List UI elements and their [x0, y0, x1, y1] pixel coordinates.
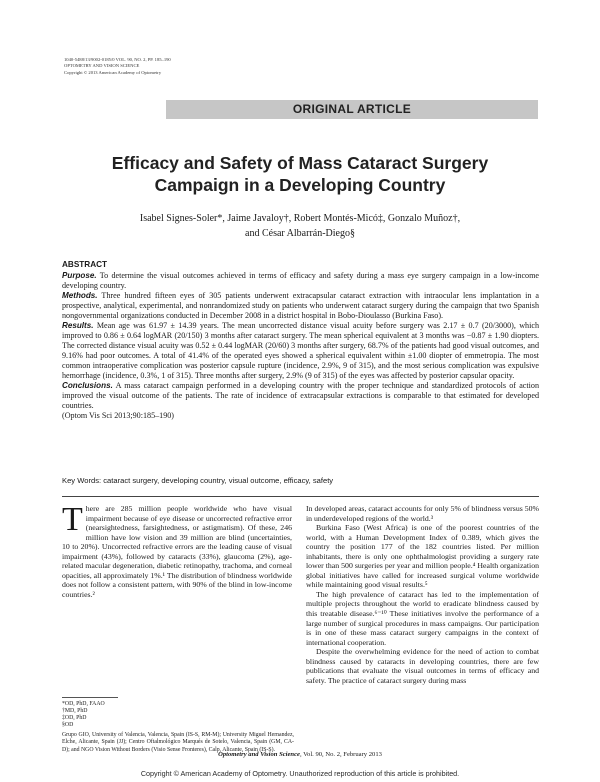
body-paragraph-3: The high prevalence of cataract has led to the implementation of multiple projects throughout the world to eradicate blindness caused by this treatable disease.⁶⁻¹⁰ These initiatives involve the performance of a large number of surgical procedures in mass campaigns. Our participation is in one of these mass cataract surgery campaigns in the context of international cooperation. [306, 589, 539, 647]
footnote-1: *OD, PhD, FAAO [62, 701, 105, 707]
conclusions-label: Conclusions. [62, 381, 113, 390]
footnote-2: †MD, PhD [62, 708, 88, 715]
purpose-label: Purpose. [62, 271, 97, 280]
methods-text: Three hundred fifteen eyes of 305 patients underwent extracapsular cataract extraction with intraocular lens implantation in a prospective, analytical, experimental, and nonrandomized study on patients who underwent cataract surgery during the campaign that two Spanish nongovernmental organizations conducted in December 2008 in a district hospital in Bobo-Dioulasso (Burkina Faso). [62, 291, 539, 320]
footnote-4: §OD [62, 722, 74, 729]
body-column-left [62, 501, 292, 599]
keywords: Key Words: cataract surgery, developing country, visual outcome, efficacy, safety [62, 476, 334, 485]
abstract-methods [62, 291, 539, 321]
affiliations: Grupo GIO, University of Valencia, Valencia, Spain (IS-S, RM-M); University Miguel Hernandez, Elche, Alicante, Spain (JJ); Centro Oftalmológico Marqués de Sotelo, Valencia, Spain (GM, CA-D); and NGO Vision Without Borders (Visio Sense Fronteres), Calp, Alicante, Spain (IS-S). [62, 732, 294, 753]
footnote-divider [62, 697, 118, 698]
section-label: ORIGINAL ARTICLE [292, 102, 412, 116]
journal-title: Optometry and Vision Science [218, 751, 300, 758]
authors-line-2: and César Albarrán-Diego§ [245, 228, 355, 239]
body-paragraph-1: In developed areas, cataract accounts for only 5% of blindness versus 50% in underdeveloped regions of the world.³ [306, 504, 539, 523]
header-journal-line: OPTOMETRY AND VISION SCIENCE [64, 63, 140, 69]
results-label: Results. [62, 321, 94, 330]
intro-paragraph-1 [62, 501, 292, 599]
body-column-right [306, 504, 539, 685]
journal-header [64, 57, 171, 76]
header-issn-line: 1040-5488/13/9002-0185/0 VOL. 90, NO. 2, PP. 185–190 [64, 57, 171, 62]
journal-info: , Vol. 90, No. 2, February 2013 [299, 751, 382, 758]
abstract [62, 260, 539, 421]
intro-paragraph-1-text: here are 285 million people worldwide who have visual impairment because of eye disease or uncorrected refractive error (nearsightedness, farsightedness, or astigmatism). Of these, 246 million have low vision and 39 million are blind (uncertainties, 10 to 20%). Uncorrected refractive errors are the leading cause of visual impairment (43%), followed by cataracts (33%), glaucoma (2%), age-related macular degeneration, diabetic retinopathy, trachoma, and corneal opacities, all approximately 1%.¹ The distribution of blindness worldwide does not follow a consistent pattern, with 90% of the blind in low-income countries.² [62, 504, 292, 599]
purpose-text: To determine the visual outcomes achieved in terms of efficacy and safety during a mass eye surgery campaign in a low-income developing country. [62, 271, 539, 290]
body-paragraph-4: Despite the overwhelming evidence for the need of action to combat blindness caused by cataracts in developing countries, there are few publications that evaluate the visual outcomes in terms of efficacy and safety. The practice of cataract surgery during mass [306, 647, 539, 685]
abstract-purpose [62, 271, 539, 291]
abstract-conclusions [62, 381, 539, 411]
authors-line-1: Isabel Signes-Soler*, Jaime Javaloy†, Robert Montés-Micó‡, Gonzalo Muñoz†, [139, 213, 461, 224]
abstract-heading: ABSTRACT [62, 260, 108, 269]
methods-label: Methods. [62, 291, 98, 300]
header-copyright-line: Copyright © 2013 American Academy of Optometry [64, 69, 162, 75]
section-divider [62, 496, 539, 497]
copyright-notice: Copyright © American Academy of Optometry. Unauthorized reproduction of this article is prohibited. [140, 769, 460, 778]
results-text: Mean age was 61.97 ± 14.39 years. The mean uncorrected distance visual acuity before surgery was 2.17 ± 0.7 (20/3000), which improved to 0.86 ± 0.64 logMAR (20/150) 3 months after cataract surgery. The mean spherical equivalent at 3 months was −0.87 ± 1.90 diopters. The corrected distance visual acuity was 0.52 ± 0.44 logMAR (20/60) 3 months after surgery, 68.7% of the patients had good visual outcomes, and 9.16% had poor outcomes. A total of 41.4% of the operated eyes showed a spherical equivalent within ±1.00 diopter of emmetropia. The most common intraoperative complication was posterior capsule rupture (incidence, 2.9%, 9 of 315), and the most serious complication was expulsive hemorrhage (incidence, 0.3%, 1 of 315). Three months after surgery, 2.9% (9 of 315) of the eyes was affected by posterior capsular opacity. [62, 321, 539, 380]
abstract-citation: (Optom Vis Sci 2013;90:185–190) [62, 411, 175, 420]
author-list [80, 211, 520, 241]
footnote-3: ‡OD, PhD [62, 715, 87, 722]
body-paragraph-2: Burkina Faso (West Africa) is one of the poorest countries of the world, with a Human Development Index of 0.389, which gives the country the position 177 of the 182 countries listed. Per million inhabitants, there is only one ophthalmologist providing a surgery rate lower than 500 surgeries per year and million people.⁴ Health organization global initiatives have called for increased surgical volume worldwide while maintaining good visual results.⁵ [306, 523, 539, 590]
abstract-results [62, 321, 539, 381]
footnotes [62, 701, 294, 754]
title-line-2: Campaign in a Developing Country [154, 175, 446, 195]
article-title [60, 152, 540, 196]
conclusions-text: A mass cataract campaign performed in a developing country with the proper technique and standardized protocols of action improved the visual outcome of the patients. The rate of incidence of extracapsular extractions is comparable to that estimated for developed countries. [62, 381, 539, 410]
title-line-1: Efficacy and Safety of Mass Cataract Surgery [111, 153, 489, 173]
drop-cap: T [62, 501, 83, 538]
section-band [166, 100, 538, 119]
journal-footer [0, 751, 600, 758]
